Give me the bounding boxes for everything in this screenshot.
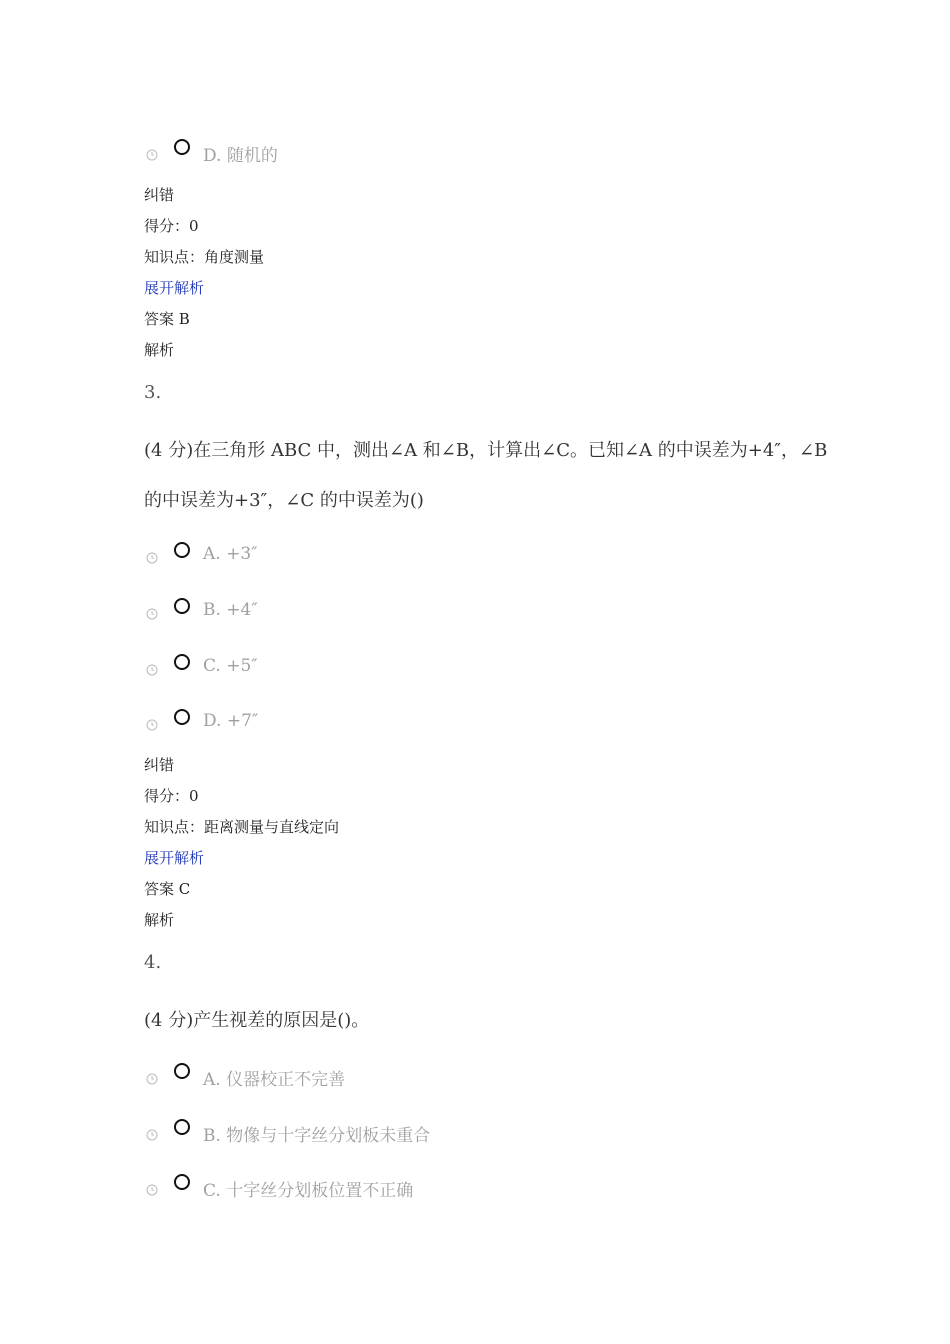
option-q2-d[interactable] [146, 146, 746, 176]
clock-icon [146, 1129, 158, 1141]
clock-icon [146, 608, 158, 620]
question-stem-continued: 的中误差为+3″，∠C 的中误差为() [144, 490, 424, 511]
option-label: C. +5″ [203, 656, 258, 676]
analysis-label: 解析 [144, 341, 175, 359]
option-label: C. 十字丝分划板位置不正确 [203, 1181, 414, 1201]
option-label: D. +7″ [203, 711, 259, 731]
correction-link[interactable]: 纠错 [144, 756, 175, 774]
clock-icon [146, 1184, 158, 1196]
correction-link[interactable]: 纠错 [144, 186, 175, 204]
option-q3-b[interactable] [146, 600, 746, 635]
clock-icon [146, 149, 158, 161]
option-label: B. 物像与十字丝分划板未重合 [203, 1126, 431, 1146]
knowledge-point: 知识点：角度测量 [144, 248, 265, 266]
radio-button[interactable] [174, 542, 190, 558]
option-q3-d[interactable] [146, 711, 746, 746]
score-text: 得分：0 [144, 217, 199, 235]
option-label: A. 仪器校正不完善 [203, 1070, 346, 1090]
option-q3-c[interactable] [146, 656, 746, 691]
clock-icon [146, 552, 158, 564]
clock-icon [146, 1073, 158, 1085]
option-q4-b[interactable] [146, 1126, 746, 1156]
option-label: D. 随机的 [203, 146, 278, 166]
clock-icon [146, 664, 158, 676]
question-number: 4. [144, 952, 162, 973]
radio-button[interactable] [174, 654, 190, 670]
option-q3-a[interactable] [146, 544, 746, 579]
question-number: 3. [144, 382, 162, 403]
radio-button[interactable] [174, 1119, 190, 1135]
expand-analysis-link[interactable]: 展开解析 [144, 849, 205, 867]
option-label: A. +3″ [203, 544, 258, 564]
option-label: B. +4″ [203, 600, 258, 620]
score-text: 得分：0 [144, 787, 199, 805]
answer-text: 答案 B [144, 310, 190, 328]
radio-button[interactable] [174, 1174, 190, 1190]
question-stem: (4 分)在三角形 ABC 中，测出∠A 和∠B，计算出∠C。已知∠A 的中误差为+4″，∠B [144, 440, 828, 461]
option-q4-a[interactable] [146, 1070, 746, 1100]
radio-button[interactable] [174, 1063, 190, 1079]
knowledge-point: 知识点：距离测量与直线定向 [144, 818, 340, 836]
answer-text: 答案 C [144, 880, 191, 898]
expand-analysis-link[interactable]: 展开解析 [144, 279, 205, 297]
radio-button[interactable] [174, 598, 190, 614]
clock-icon [146, 719, 158, 731]
radio-button[interactable] [174, 139, 190, 155]
question-stem: (4 分)产生视差的原因是()。 [144, 1010, 370, 1031]
radio-button[interactable] [174, 709, 190, 725]
option-q4-c[interactable] [146, 1181, 746, 1211]
analysis-label: 解析 [144, 911, 175, 929]
